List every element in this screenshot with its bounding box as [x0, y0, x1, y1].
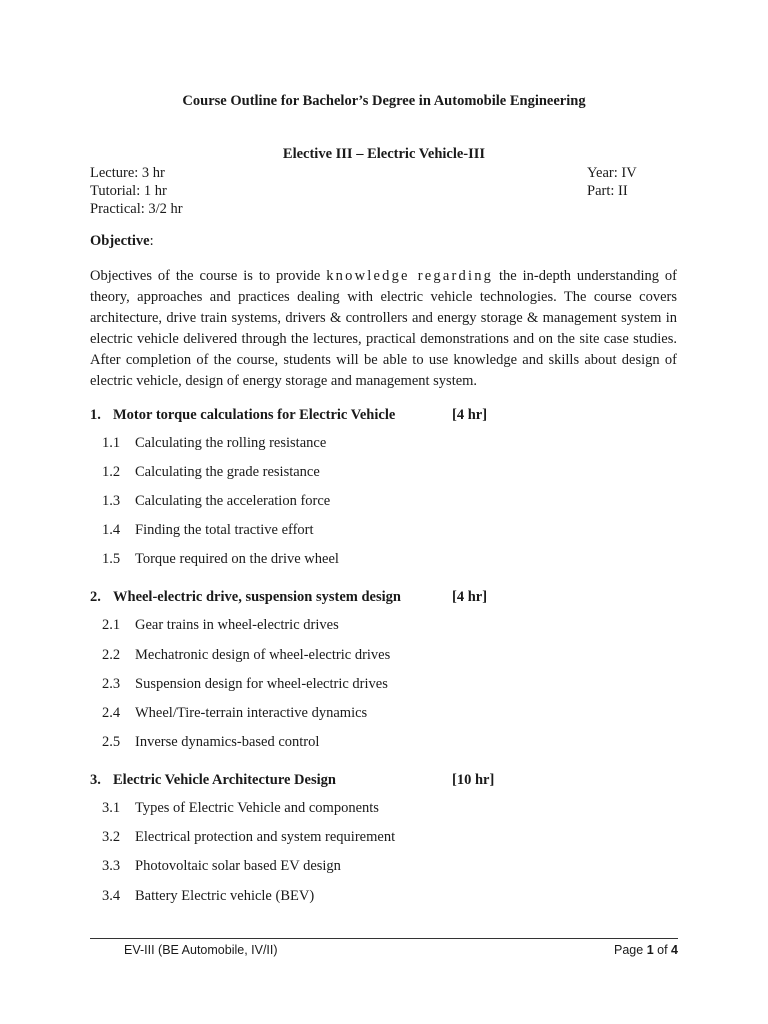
objective-colon: : — [149, 233, 154, 249]
item-number: 1.1 — [102, 435, 121, 451]
item-number: 3.4 — [102, 888, 121, 904]
item-number: 3.2 — [102, 829, 121, 845]
section-3-hours: [10 hr] — [452, 772, 495, 788]
item-text: Gear trains in wheel-electric drives — [135, 617, 339, 633]
section-2-number: 2. — [90, 589, 101, 605]
page-current: 1 — [646, 943, 654, 957]
page-number — [614, 943, 678, 957]
year-label: Year: IV — [587, 165, 637, 181]
section-3-title: Electric Vehicle Architecture Design — [113, 772, 336, 788]
item-number: 2.5 — [102, 734, 121, 750]
page-total: 4 — [671, 943, 678, 957]
item-number: 3.3 — [102, 858, 121, 874]
item-text: Battery Electric vehicle (BEV) — [135, 888, 315, 904]
item-text: Finding the total tractive effort — [135, 522, 314, 538]
practical-hours: Practical: 3/2 hr — [90, 201, 183, 217]
section-1-hours: [4 hr] — [452, 407, 488, 423]
objective-paragraph — [90, 266, 677, 393]
lecture-hours: Lecture: 3 hr — [90, 165, 165, 181]
item-text: Inverse dynamics-based control — [135, 734, 320, 750]
objective-body: the in-depth understanding of theory, approaches and practices dealing with electric vehicle technologies. The course covers architecture, drive train systems, drivers & controllers and energy storage & management system in electric vehicle delivered through the lectures, practical demonstrations and on the site case studies. After completion of the course, students will be able to use knowledge and skills about design of electric vehicle, design of energy storage and management system. — [90, 268, 678, 390]
item-number: 2.3 — [102, 676, 121, 692]
item-text: Types of Electric Vehicle and components — [135, 800, 379, 816]
item-number: 1.3 — [102, 493, 121, 509]
objective-heading — [90, 233, 154, 250]
section-3-number: 3. — [90, 772, 101, 788]
item-number: 1.5 — [102, 551, 121, 567]
item-text: Calculating the grade resistance — [135, 464, 320, 480]
item-number: 1.2 — [102, 464, 121, 480]
tutorial-hours: Tutorial: 1 hr — [90, 183, 167, 199]
item-text: Mechatronic design of wheel-electric drives — [135, 647, 391, 663]
item-text: Torque required on the drive wheel — [135, 551, 339, 567]
item-number: 2.2 — [102, 647, 121, 663]
objective-spaced-phrase: knowledge regarding — [326, 268, 494, 284]
item-text: Photovoltaic solar based EV design — [135, 858, 341, 874]
section-2-title: Wheel-electric drive, suspension system design — [113, 589, 401, 605]
document-title: Course Outline for Bachelor’s Degree in Automobile Engineering — [182, 93, 586, 109]
objective-intro: Objectives of the course is to provide — [90, 268, 321, 284]
item-text: Calculating the rolling resistance — [135, 435, 327, 451]
item-number: 2.4 — [102, 705, 121, 721]
item-text: Electrical protection and system requirement — [135, 829, 396, 845]
objective-heading-text: Objective — [90, 233, 150, 249]
item-text: Suspension design for wheel-electric drives — [135, 676, 388, 692]
section-1-title: Motor torque calculations for Electric Vehicle — [113, 407, 396, 423]
part-label: Part: II — [587, 183, 628, 199]
item-number: 3.1 — [102, 800, 121, 816]
footer-divider — [90, 938, 678, 939]
section-1-number: 1. — [90, 407, 101, 423]
page-of: of — [657, 943, 668, 957]
item-number: 2.1 — [102, 617, 121, 633]
footer-course-label: EV-III (BE Automobile, IV/II) — [124, 943, 278, 957]
course-subtitle: Elective III – Electric Vehicle-III — [282, 146, 486, 162]
item-number: 1.4 — [102, 522, 121, 538]
item-text: Wheel/Tire-terrain interactive dynamics — [135, 705, 368, 721]
item-text: Calculating the acceleration force — [135, 493, 331, 509]
page-word: Page — [614, 943, 644, 957]
section-2-hours: [4 hr] — [452, 589, 488, 605]
